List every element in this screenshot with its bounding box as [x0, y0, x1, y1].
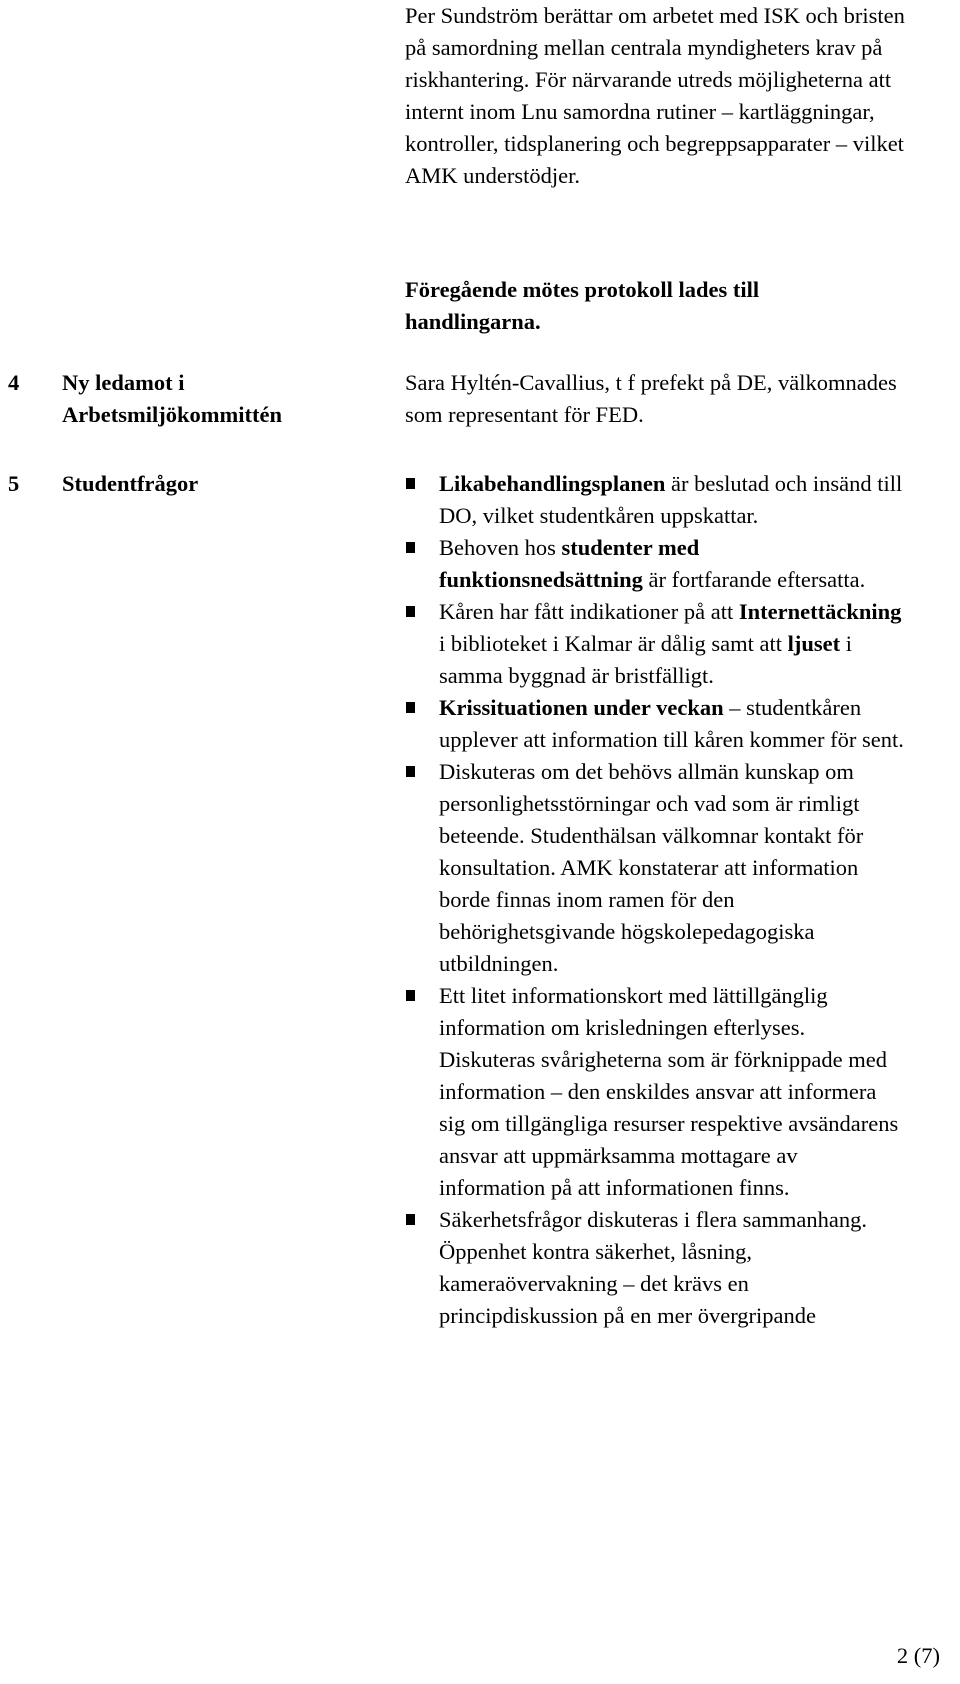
list-item — [405, 1204, 905, 1332]
item-title-4: Ny ledamot i Arbetsmiljökommittén — [62, 370, 282, 427]
square-bullet-icon — [406, 702, 415, 713]
square-bullet-icon — [406, 1214, 415, 1225]
list-item — [405, 756, 905, 980]
square-bullet-icon — [406, 606, 415, 617]
student-issues-list — [405, 468, 905, 1332]
bullet-text: Behoven hos — [439, 535, 562, 560]
bullet-text: Diskuteras om det behövs allmän kunskap om personlighetsstörningar och vad som är rimligt beteende. Studenthälsan välkomnar kontakt för konsultation. AMK konstaterar att information borde finnas inom ramen för den behörighetsgivande högskolepedagogiska utbildningen. — [439, 759, 864, 976]
bullet-text: är fortfarande eftersatta. — [642, 567, 866, 592]
bullet-text: Krissituationen under veckan — [439, 695, 724, 720]
list-item — [405, 468, 905, 532]
bullet-text: ljuset — [787, 631, 841, 656]
list-item — [405, 532, 905, 596]
bullet-text: Likabehandlingsplanen — [439, 471, 666, 496]
bullet-text: i biblioteket i Kalmar är dålig samt att — [439, 631, 788, 656]
list-item — [405, 980, 905, 1204]
bullet-text: Kåren har fått indikationer på att — [439, 599, 739, 624]
item-text-4: Sara Hyltén-Cavallius, t f prefekt på DE, välkomnades som representant för FED. — [405, 370, 897, 427]
bullet-text: är beslutad och insänd till DO, vilket studentkåren uppskattar. — [439, 471, 903, 528]
item-title-5: Studentfrågor — [62, 471, 199, 496]
bullet-text: Säkerhetsfrågor diskuteras i flera sammanhang. Öppenhet kontra säkerhet, låsning, kameraövervakning – det krävs en principdiskussion på en mer övergripande — [439, 1207, 867, 1328]
square-bullet-icon — [406, 542, 415, 553]
list-item — [405, 692, 905, 756]
item-number-4: 4 — [8, 370, 20, 395]
square-bullet-icon — [406, 478, 415, 489]
square-bullet-icon — [406, 990, 415, 1001]
item-number-5: 5 — [8, 471, 20, 496]
protocol-note: Föregående mötes protokoll lades till handlingarna. — [405, 277, 760, 334]
page-number: 2 (7) — [896, 1643, 940, 1668]
bullet-text: i samma byggnad är bristfälligt. — [439, 631, 853, 688]
bullet-text: Ett litet informationskort med lättillgänglig information om krisledningen efterlyses. Diskuteras svårigheterna som är förknippade med information – den enskildes ansvar att informera sig om tillgängliga resurser respektive avsändarens ansvar att uppmärksamma mottagare av information på att informationen finns. — [439, 983, 899, 1200]
bullet-text: Internettäckning — [738, 599, 902, 624]
square-bullet-icon — [406, 766, 415, 777]
intro-paragraph: Per Sundström berättar om arbetet med ISK och bristen på samordning mellan centrala myndigheters krav på riskhantering. För närvarande utreds möjligheterna att internt inom Lnu samordna rutiner – kartläggningar, kontroller, tidsplanering och begreppsapparater – vilket AMK understödjer. — [405, 3, 905, 188]
bullet-text: studenter med funktionsnedsättning — [439, 535, 700, 592]
list-item — [405, 596, 905, 692]
bullet-text: – studentkåren upplever att information till kåren kommer för sent. — [439, 695, 904, 752]
